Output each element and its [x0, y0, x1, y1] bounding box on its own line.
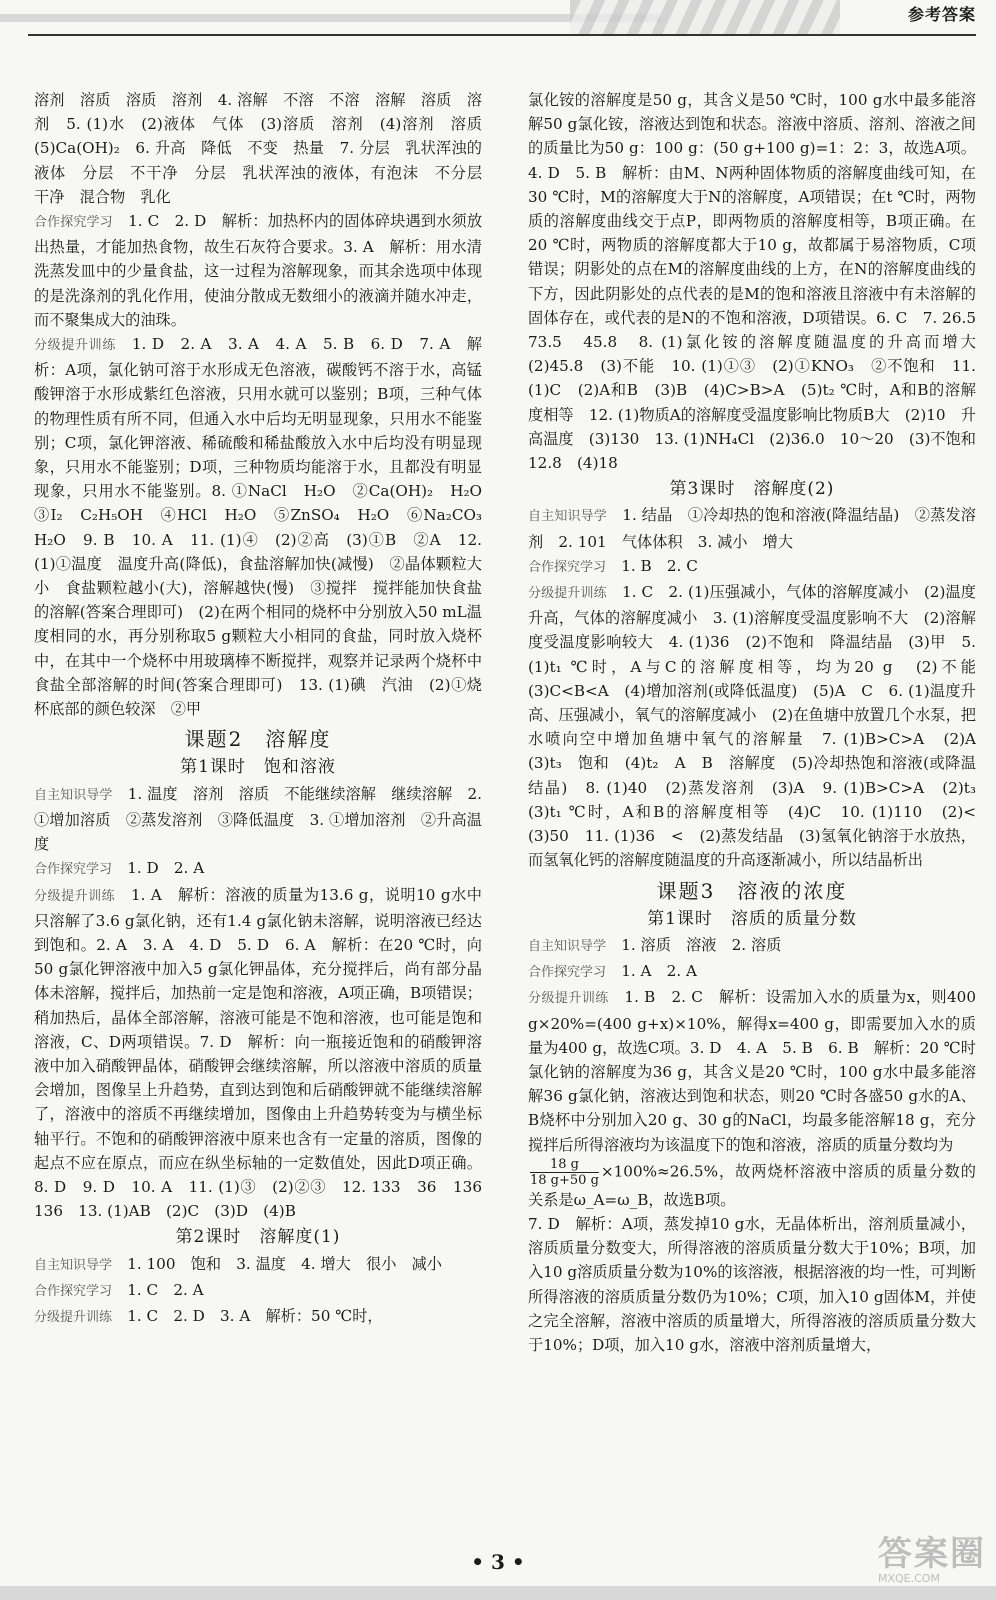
answer-paragraph: [528, 1157, 976, 1212]
answer-text: 1. D 2. A 3. A 4. A 5. B 6. D 7. A 解析：A项，氯化钠可溶于水形成无色溶液，碳酸钙不溶于水，高锰酸钾溶于水形成紫红色溶液，只用水就可以鉴别；B项，三种气体的物理性质有所不同，但通入水中后均无明显现象，只用水不能鉴别；C项，氯化钾溶液、稀硫酸和稀盐酸放入水中后均没有明显现象，只用水不能鉴别；D项，三种物质均能溶于水，且都没有明显现象，只用水不能鉴别。8. ①NaCl H₂O ②Ca(OH)₂ H₂O ③I₂ C₂H₅OH ④HCl H₂O ⑤ZnSO₄ H₂O ⑥Na₂CO₃ H₂O 9. B 10. A 11. (1)④ (2)②高 (3)①B ②A 12. (1)①温度 温度升高(降低)，食盐溶解加快(减慢) ②晶体颗粒大小 食盐颗粒越小(大)，溶解越快(慢) ③搅拌 搅拌能加快食盐的溶解(答案合理即可) (2)在两个相同的烧杯中分别放入50 mL温度相同的水，再分别称取5 g颗粒大小相同的食盐，同时放入烧杯中，在其中一个烧杯中用玻璃棒不断搅拌，观察并记录两个烧杯中食盐全部溶解的时间(答案合理即可) 13. (1)碘 汽油 (2)①烧杯底部的颜色较深 ②甲: [34, 335, 498, 719]
answer-paragraph: [528, 1212, 976, 1357]
answer-paragraph: [528, 933, 976, 959]
answer-text: 1. D 2. A: [127, 859, 205, 878]
section-title: 课题3 溶液的浓度: [656, 878, 848, 903]
answer-text: ×100%≈26.5%，故两烧杯溶液中溶质的质量分数的关系是ω_A=ω_B，故选B项。: [528, 1162, 976, 1209]
answer-paragraph: [34, 1304, 482, 1330]
answer-text: 1. A 解析：溶液的质量为13.6 g，说明10 g水中只溶解了3.6 g氯化钠，还有1.4 g氯化钠未溶解，说明溶液已经达到饱和。2. A 3. A 4. D 5. D 6. A 解析：在20 ℃时，向50 g氯化钾溶液中加入5 g氯化钾晶体，充分搅拌后，尚有部分晶体未溶解，搅拌后，加热前一定是饱和溶液，A项正确，B项错误；稍加热后，晶体全部溶解，溶液可能是不饱和溶液，也可能是饱和溶液，C、D两项错误。7. D 解析：向一瓶接近饱和的硝酸钾溶液中加入硝酸钾晶体，硝酸钾会继续溶解，所以溶液中溶质的质量会增加，图像呈上升趋势，直到达到饱和后硝酸钾就不能继续溶解了，溶液中的溶质不再继续增加，图像由上升趋势转变为与横坐标轴平行。不饱和的硝酸钾溶液中原来也含有一定量的溶质，图像的起点不应在原点，而应在纵坐标轴的一定数值处，因此D项正确。8. D 9. D 10. A 11. (1)③ (2)②③ 12. 133 36 136 136 13. (1)AB (2)C (3)D (4)B: [34, 885, 498, 1221]
answer-text: 1. A 2. A: [621, 962, 697, 981]
fraction: [530, 1157, 599, 1188]
watermark-url: MXQE.COM: [878, 1572, 940, 1585]
lesson-title: 第1课时 溶质的质量分数: [647, 908, 857, 929]
subsection-label: 分级提升训练: [528, 586, 607, 602]
answer-text: 1. C 2. (1)压强减小，气体的溶解度减小 (2)温度升高，气体的溶解度减小 3. (1)溶解度受温度影响不大 (2)溶解度受温度影响较大 4. (1)36 (2)不饱和 降温结晶 (3)甲 5. (1)t₁ ℃时，A与C的溶解度相等，均为20 g (2)不能 (3)C<B<A (4)增加溶剂(或降低温度) (5)A C 6. (1)温度升高、压强减小，氧气的溶解度减小 (2)在鱼塘中放置几个水泵，把水喷向空中增加鱼塘中氧气的溶解量 7. (1)B>C>A (2)A (3)t₃ 饱和 (4)t₂ A B 溶解度 (5)冷却热饱和溶液(或降温结晶) 8. (1)40 (2)蒸发溶剂 (3)A 9. (1)B>C>A (2)t₃ (3)t₁ ℃时，A和B的溶解度相等 (4)C 10. (1)110 (2)< (3)50 11. (1)36 < (2)蒸发结晶 (3)氢氧化钠溶于水放热，而氢氧化钙的溶解度随温度的升高逐渐减小，所以结晶析出: [528, 583, 992, 870]
answer-text: 1. C 2. D 3. A 解析：50 ℃时，: [127, 1306, 383, 1325]
section-title: 课题2 溶解度: [184, 727, 332, 752]
page-number: • 3 •: [471, 1550, 525, 1574]
answer-text: 1. C 2. A: [127, 1280, 204, 1299]
answer-text: 1. B 2. C: [621, 556, 698, 575]
subsection-label: 合作探究学习: [34, 862, 113, 878]
answer-text: 1. 温度 溶剂 溶质 不能继续溶解 继续溶解 2. ①增加溶质 ②蒸发溶剂 ③降低温度 3. ①增加溶剂 ②升高温度: [34, 784, 483, 854]
answer-text: 溶剂 溶质 溶质 溶剂 4. 溶解 不溶 不溶 溶解 溶质 溶剂 5. (1)水 (2)液体 气体 (3)溶质 溶剂 (4)溶剂 溶质 (5)Ca(OH)₂ 6. 升高 降低 不变 热量 7. 分层 乳状浑浊的液体 分层 不干净 分层 乳状浑浊的液体，有泡沫 不分层 干净 混合物 乳化: [34, 91, 498, 206]
answer-paragraph: [528, 959, 976, 985]
fraction-denominator: 18 g+50 g: [530, 1172, 599, 1188]
answer-paragraph: [528, 580, 992, 872]
answer-text: 7. D 解析：A项，蒸发掉10 g水，无晶体析出，溶剂质量减小，溶质质量分数变大，所得溶液的溶质质量分数大于10%；B项，加入10 g溶质质量分数为10%的该溶液，根据溶液的均一性，可判断所得溶液的溶质质量分数仍为10%；C项，加入10 g固体M，并使之完全溶解，溶液中溶质的质量增大，所得溶液的溶质质量分数大于10%；D项，加入10 g水，溶液中溶剂质量增大，: [528, 1214, 976, 1354]
page-header: [0, 0, 996, 38]
answer-paragraph: [34, 782, 482, 857]
watermark-logo: 答案圈: [878, 1534, 986, 1574]
answer-text: 1. B 2. C 解析：设需加入水的质量为x，则400 g×20%=(400 g+x)×10%，解得x=400 g，即需要加入水的质量为400 g，故选C项。3. D 4. A 5. B 6. B 解析：20 ℃时氯化钠的溶解度为36 g，其含义是20 ℃时，100 g水中最多能溶解36 g氯化钠，溶液达到饱和状态，则20 ℃时各盛50 g水的A、B烧杯中分别加入20 g、30 g的NaCl，均最多能溶解18 g，充分搅拌后所得溶液均为该温度下的饱和溶液，溶质的质量分数均为: [528, 988, 976, 1154]
answer-paragraph: [34, 88, 498, 209]
answer-paragraph: [528, 88, 992, 475]
header-stripes: [570, 0, 840, 34]
answer-paragraph: [34, 856, 482, 882]
subsection-label: 自主知识导学: [528, 509, 607, 525]
header-title: 参考答案: [907, 5, 976, 24]
lesson-title: 第1课时 饱和溶液: [180, 757, 336, 778]
subsection-label: 自主知识导学: [528, 938, 607, 954]
right-column: [528, 88, 992, 1357]
subsection-label: 分级提升训练: [34, 338, 117, 354]
header-band: [0, 14, 660, 22]
subsection-label: 自主知识导学: [34, 1257, 113, 1273]
answer-paragraph: [528, 554, 976, 580]
answer-paragraph: [34, 883, 498, 1224]
answer-paragraph: [34, 332, 498, 721]
lesson-title: 第2课时 溶解度(1): [175, 1227, 341, 1248]
answer-text: 1. 100 饱和 3. 温度 4. 增大 很小 减小: [127, 1254, 442, 1273]
header-rule: [28, 34, 976, 36]
answer-text: 1. 结晶 ①冷却热的饱和溶液(降温结晶) ②蒸发溶剂 2. 101 气体体积 3. 减小 增大: [528, 506, 976, 551]
answer-paragraph: [34, 209, 482, 332]
subsection-label: 自主知识导学: [34, 787, 113, 803]
subsection-label: 合作探究学习: [34, 215, 113, 231]
answer-paragraph: [34, 1252, 482, 1278]
subsection-label: 分级提升训练: [34, 1309, 113, 1325]
fraction-numerator: 18 g: [530, 1157, 599, 1173]
answer-text: 1. C 2. D 解析：加热杯内的固体碎块遇到水须放出热量，才能加热食物，故生石灰符合要求。3. A 解析：用水清洗蒸发皿中的少量食盐，这一过程为溶解现象，而其余选项中体现的是洗涤剂的乳化作用，使油分散成无数细小的液滴并随水冲走，而不聚集成大的油珠。: [34, 212, 483, 329]
lesson-title: 第3课时 溶解度(2): [669, 479, 835, 500]
subsection-label: 分级提升训练: [34, 888, 116, 904]
subsection-label: 合作探究学习: [528, 965, 607, 981]
answer-text: 氯化铵的溶解度是50 g，其含义是50 ℃时，100 g水中最多能溶解50 g氯化铵，溶液达到饱和状态。溶液中溶质、溶剂、溶液之间的质量比为50 g：100 g：(50 g+100 g)=1：2：3，故选A项。4. D 5. B 解析：由M、N两种固体物质的溶解度曲线可知，在30 ℃时，M的溶解度大于N的溶解度，A项错误；在t ℃时，两物质的溶解度曲线交于点P，即两物质的溶解度相等，B项正确。在20 ℃时，两物质的溶解度都大于10 g，故都属于易溶物质，C项错误；阴影处的点在M的溶解度曲线的上方，在N的溶解度曲线的下方，因此阴影处的点代表的是M的饱和溶液且溶液中有未溶解的固体存在，或代表的是N的不饱和溶液，D项错误。6. C 7. 26.5 73.5 45.8 8. (1)氯化铵的溶解度随温度的升高而增大 (2)45.8 (3)不能 10. (1)①③ (2)①KNO₃ ②不饱和 11. (1)C (2)A和B (3)B (4)C>B>A (5)t₂ ℃时，A和B的溶解度相等 12. (1)物质A的溶解度受温度影响比物质B大 (2)10 升高温度 (3)130 13. (1)NH₄Cl (2)36.0 10～20 (3)不饱和 12.8 (4)18: [528, 91, 992, 473]
subsection-label: 分级提升训练: [528, 991, 609, 1007]
answer-paragraph: [528, 985, 976, 1156]
left-column: [34, 88, 498, 1330]
watermark: [878, 1536, 986, 1585]
subsection-label: 合作探究学习: [528, 559, 607, 575]
answer-text: 1. 溶质 溶液 2. 溶质: [621, 935, 782, 954]
footer-band: [0, 1586, 996, 1600]
subsection-label: 合作探究学习: [34, 1283, 113, 1299]
answer-paragraph: [34, 1278, 482, 1304]
answer-paragraph: [528, 503, 976, 553]
